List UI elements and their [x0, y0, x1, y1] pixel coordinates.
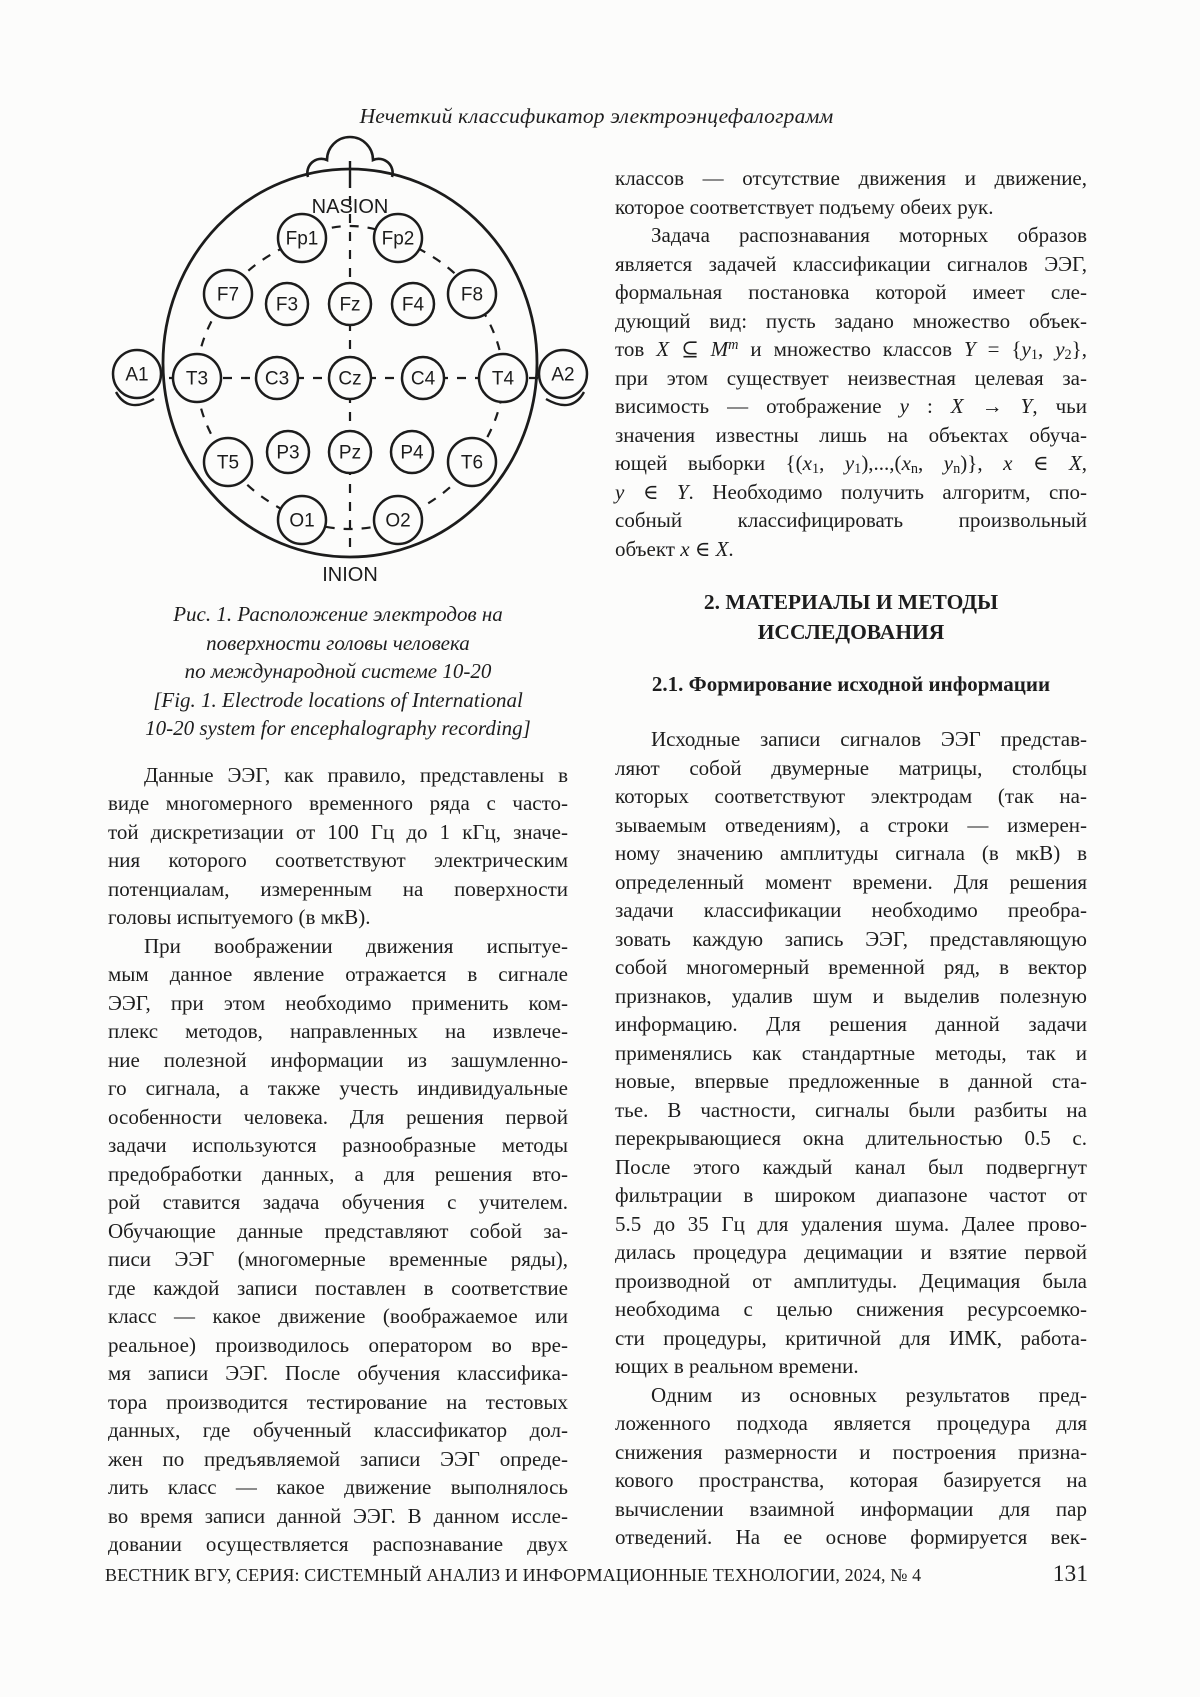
electrode-label-Fp1: Fp1 — [285, 228, 319, 250]
text-line: классов — отсутствие движения и движение, — [615, 166, 1087, 190]
text-line: вычислении взаимной информации для пар — [615, 1496, 1087, 1521]
text-line: во время записи данной ЭЭГ. В данном иссле- — [108, 1503, 568, 1528]
text-line: зовать каждую запись ЭЭГ, представляющую — [615, 926, 1087, 951]
left-column — [108, 150, 575, 1559]
text-line: задачи классификации необходимо преобра- — [615, 898, 1087, 922]
left-column-text — [108, 761, 568, 1559]
footer-journal-line: ВЕСТНИК ВГУ, СЕРИЯ: СИСТЕМНЫЙ АНАЛИЗ И ИНФОРМАЦИОННЫЕ ТЕХНОЛОГИИ, 2024, № 4 — [105, 1565, 922, 1585]
text-line: лить класс — какое движение выполнялось — [108, 1475, 568, 1499]
paragraph — [615, 1381, 1087, 1552]
text-line: При воображении движения испытуе- — [144, 933, 568, 958]
electrode-label-Fz: Fz — [339, 294, 361, 316]
electrode-label-T3: T3 — [185, 368, 209, 390]
electrode-label-O1: O1 — [289, 510, 315, 532]
text-line: производной от амплитуды. Децимация была — [615, 1268, 1087, 1293]
text-line: тье. В частности, сигналы были разбиты на — [615, 1097, 1087, 1122]
text-line: Исходные записи сигналов ЭЭГ представ- — [651, 727, 1087, 751]
text-line: тора производится тестирование на тестовых — [108, 1389, 568, 1414]
text-line: новые, впервые предложенные в данной ста- — [615, 1069, 1087, 1093]
page-number: 131 — [1052, 1561, 1088, 1587]
text-line: особенности человека. Для решения первой — [108, 1104, 568, 1129]
text-line: рой ставится задача обучения с учителем. — [108, 1190, 568, 1214]
paragraph — [108, 761, 568, 932]
text-line: ЭЭГ, при этом необходимо применить ком- — [108, 990, 568, 1015]
right-column — [615, 150, 1087, 1559]
electrode-label-T4: T4 — [491, 368, 515, 390]
text-line: реальное) производилось оператором во вре- — [108, 1332, 568, 1357]
text-line: по международной системе 10-20 — [184, 659, 492, 683]
text-line: ние полезной информации из зашумленно- — [108, 1047, 568, 1072]
text-line: зываемым отведениям), а строки — измерен- — [615, 812, 1087, 837]
text-line: мым данное явление отражается в сигнале — [108, 962, 568, 986]
electrode-label-P4: P4 — [400, 442, 424, 464]
text-line: той дискретизации от 100 Гц до 1 кГц, значе- — [108, 819, 568, 844]
text-line: дилась процедура децимации и взятие первой — [615, 1240, 1087, 1264]
running-head: Нечеткий классификатор электроэнцефалограмм — [359, 104, 834, 128]
text-line: 2. МАТЕРИАЛЫ И МЕТОДЫ — [703, 590, 999, 614]
text-line: применялись как стандартные методы, так и — [615, 1040, 1087, 1065]
text-line: формальная постановка которой имеет сле- — [615, 280, 1087, 304]
text-line: Обучающие данные представляют собой за- — [108, 1218, 568, 1243]
text-line: фильтрации в широком диапазоне частот от — [615, 1183, 1087, 1207]
text-line: 5.5 до 35 Гц для удаления шума. Далее прово- — [615, 1211, 1087, 1236]
text-line: класс — какое движение (воображаемое или — [108, 1304, 568, 1328]
text-line: висимость — отображение y : X → Y, чьи — [615, 394, 1087, 418]
text-line: необходима с целью снижения ресурсоемко- — [615, 1297, 1087, 1321]
electrode-label-T5: T5 — [216, 452, 240, 474]
text-line: собой многомерный временной ряд, в вектор — [615, 955, 1087, 979]
electrode-label-C3: C3 — [264, 368, 290, 390]
text-line: тов X ⊆ $M^m$ и множество классов $Y = \{y_1$, $y_2$}, — [615, 336, 1087, 364]
electrode-label-A1: A1 — [125, 364, 149, 386]
text-line: признаков, удалив шум и выделив полезную — [615, 983, 1087, 1008]
electrode-label-T6: T6 — [460, 452, 484, 474]
text-line: ющей выборки {($x_1$, $y_1),...,(x_n$, $y_n$)}, x ∈ X, — [615, 451, 1088, 478]
text-line: информацию. Для решения данной задачи — [615, 1012, 1087, 1036]
electrode-label-Pz: Pz — [338, 442, 362, 464]
text-line: поверхности головы человека — [206, 630, 470, 655]
text-line: отведений. На ее основе формируется век- — [615, 1525, 1087, 1549]
inion-label: INION — [322, 564, 378, 586]
text-line: виде многомерного временного ряда с часто- — [108, 791, 568, 815]
section-heading — [615, 587, 1087, 647]
text-line: определенный момент времени. Для решения — [615, 869, 1087, 894]
text-line: ляют собой двумерные матрицы, столбцы — [615, 755, 1087, 780]
text-line: После этого каждый канал был подвергнут — [615, 1154, 1087, 1179]
right-column-text-bottom — [615, 725, 1087, 1552]
text-line: кового пространства, которая базируется на — [615, 1468, 1087, 1492]
nasion-label: NASION — [311, 196, 389, 218]
text-line: y ∈ Y. Необходимо получить алгоритм, спо- — [615, 479, 1088, 504]
text-line: дующий вид: пусть задано множество объек- — [615, 308, 1087, 333]
electrode-label-C4: C4 — [410, 368, 436, 390]
text-line: сти процедуры, критичной для ИМК, работа- — [615, 1325, 1087, 1350]
paragraph — [615, 221, 1087, 563]
text-line: головы испытуемого (в мкВ). — [108, 905, 371, 929]
electrode-label-Fp2: Fp2 — [381, 228, 415, 250]
text-line: потенциалам, измеренным на поверхности — [108, 876, 568, 901]
text-line: значения известны лишь на объектах обуча- — [615, 422, 1087, 447]
text-line: Данные ЭЭГ, как правило, представлены в — [144, 762, 568, 787]
text-line: Рис. 1. Расположение электродов на — [173, 602, 503, 626]
electrode-label-F3: F3 — [275, 294, 299, 316]
text-line: [Fig. 1. Electrode locations of International — [153, 687, 523, 712]
text-line: мя записи ЭЭГ. После обучения классифика- — [108, 1361, 568, 1385]
paragraph — [615, 164, 1087, 221]
paragraph — [615, 725, 1087, 1381]
text-line: перекрывающиеся окна длительностью 0.5 с. — [615, 1126, 1087, 1150]
paragraph — [108, 932, 568, 1559]
electrode-label-P3: P3 — [276, 442, 300, 464]
text-line: является задачей классификации сигналов ЭЭГ, — [615, 251, 1087, 276]
text-line: ИССЛЕДОВАНИЯ — [757, 620, 945, 644]
text-line: собный классифицировать произвольный — [615, 508, 1087, 532]
electrode-label-Cz: Cz — [338, 368, 362, 390]
figure-caption — [108, 600, 568, 743]
text-line: где каждой записи поставлен в соответствие — [108, 1275, 568, 1300]
text-line: задачи используются разнообразные методы — [108, 1133, 568, 1157]
text-line: при этом существует неизвестная целевая за- — [615, 365, 1087, 390]
text-line: ния которого соответствуют электрическим — [108, 848, 568, 872]
electrode-label-F7: F7 — [216, 284, 240, 306]
text-line: Одним из основных результатов пред- — [651, 1382, 1087, 1407]
text-line: писи ЭЭГ (многомерные временные ряды), — [108, 1247, 568, 1271]
right-column-text-top — [615, 164, 1087, 563]
text-line: ному значению амплитуды сигнала (в мкВ) в — [615, 841, 1087, 865]
text-line: данных, где обученный классификатор дол- — [108, 1418, 568, 1442]
text-line: довании осуществляется распознавание двух — [108, 1532, 568, 1556]
electrode-label-O2: O2 — [385, 510, 411, 532]
text-line: ложенного подхода является процедура для — [615, 1411, 1087, 1435]
page-footer — [105, 1561, 1088, 1588]
electrode-label-A2: A2 — [551, 364, 575, 386]
text-line: 10-20 system for encephalography recording] — [145, 716, 531, 740]
text-line: жен по предъявляемой записи ЭЭГ опреде- — [108, 1446, 568, 1471]
text-line: объект x ∈ X. — [615, 536, 734, 561]
text-line: которое соответствует подъему обеих рук. — [615, 194, 994, 219]
electrode-label-F8: F8 — [460, 284, 484, 306]
text-line: плекс методов, направленных на извлече- — [108, 1019, 568, 1043]
text-line: предобработки данных, а для решения вто- — [108, 1161, 568, 1186]
text-line: которых соответствуют электродам (так на- — [615, 784, 1087, 808]
subsection-heading: 2.1. Формирование исходной информации — [651, 672, 1051, 696]
text-line: го сигнала, а также учесть индивидуальные — [108, 1076, 568, 1100]
text-line: Задача распознавания моторных образов — [651, 223, 1087, 247]
two-column-layout — [108, 150, 1087, 1559]
electrode-label-F4: F4 — [401, 294, 425, 316]
text-line: снижения размерности и построения призна- — [615, 1439, 1087, 1464]
figure-head-diagram — [108, 150, 575, 590]
text-line: ющих в реальном времени. — [615, 1354, 859, 1378]
